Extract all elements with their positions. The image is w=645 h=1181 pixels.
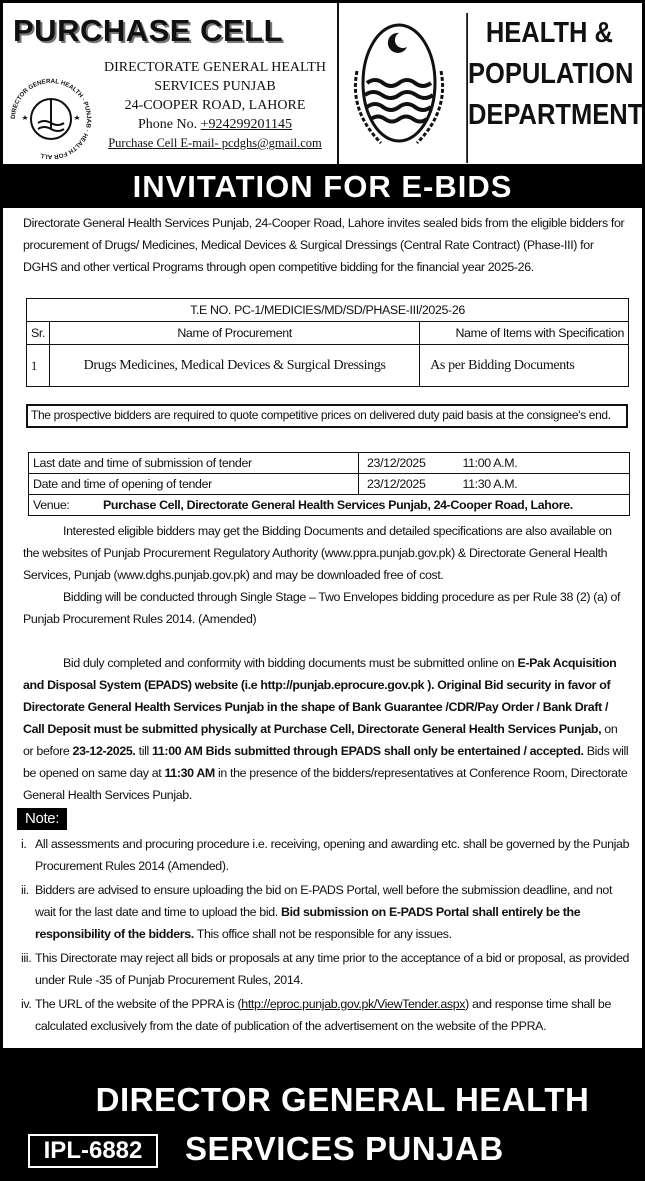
- list-item: [21, 947, 631, 991]
- advertisement-body: [3, 208, 642, 1048]
- text-segment: in the presence of the bidders/representatives at Conference Room, Directorate General Health Services Punjab.: [23, 766, 628, 802]
- item-text: This office shall not be responsible for any issues.: [193, 927, 452, 941]
- date-label: Last date and time of submission of tender: [29, 453, 359, 474]
- col-header-procurement: Name of Procurement: [50, 322, 420, 345]
- col-header-sr: Sr.: [27, 322, 50, 345]
- org-name-line2: SERVICES PUNJAB: [154, 79, 276, 94]
- text-segment: on or before: [23, 722, 618, 758]
- venue-row: [29, 495, 630, 516]
- cell-procurement: Drugs Medicines, Medical Devices & Surgical Dressings: [50, 345, 420, 387]
- text-segment: 11:00 AM Bids submitted through EPADS shall only be entertained / accepted.: [152, 744, 584, 758]
- dept-line2: POPULATION: [467, 58, 634, 90]
- table-row: [29, 453, 630, 474]
- purchase-cell-block: [3, 3, 339, 164]
- col-header-items: Name of Items with Specification: [420, 322, 629, 345]
- item-text-bold: Bid submission on E-PADS Portal shall entirely be the responsibility of the bidders.: [35, 905, 581, 941]
- footer-line2: SERVICES PUNJAB: [185, 1130, 504, 1167]
- item-text: This Directorate may reject all bids or proposals at any time prior to the acceptance of a bid or proposal, as provided under Rule -35 of Punjab Procurement Rules, 2014.: [35, 951, 630, 987]
- phone-line: [95, 115, 335, 134]
- dg-health-emblem-icon: [7, 75, 95, 161]
- address-block: [95, 58, 335, 153]
- table-row: [27, 345, 629, 387]
- item-number: iii.: [21, 951, 32, 965]
- list-item: [21, 879, 631, 945]
- cell-sr: 1: [27, 345, 50, 387]
- item-number: ii.: [21, 883, 29, 897]
- list-item: [21, 833, 631, 877]
- text-segment: Bids will be opened on same day at: [23, 744, 629, 780]
- item-text: The URL of the website of the PPRA is (: [35, 997, 242, 1011]
- text-segment: 23-12-2025.: [72, 744, 136, 758]
- intro-paragraph: Directorate General Health Services Punjab, 24-Cooper Road, Lahore invites sealed bids from the eligible bidders for procurement of Drugs/ Medicines, Medical Devices & Surgical Dressings (Central Rate Contract) (Phase-III) for DGHS and other vertical Programs through open competitive bidding for the financial year 2025-26.: [23, 216, 625, 274]
- dept-line1: HEALTH &: [485, 17, 613, 49]
- text-segment: Bid duly completed and conformity with bidding documents must be submitted online on: [63, 656, 518, 670]
- date-label: Date and time of opening of tender: [29, 474, 359, 495]
- phone-number: +924299201145: [200, 117, 292, 132]
- dept-line3: DEPARTMENT: [467, 99, 644, 131]
- ipl-number: IPL-6882: [28, 1134, 158, 1168]
- phone-label: Phone No.: [137, 117, 201, 132]
- cell-items: As per Bidding Documents: [420, 345, 629, 387]
- email: Purchase Cell E-mail- pcdghs@gmail.com: [108, 136, 322, 150]
- footer-line1: DIRECTOR GENERAL HEALTH: [95, 1081, 590, 1118]
- address: 24-COOPER ROAD, LAHORE: [124, 98, 306, 113]
- ppra-url-link[interactable]: http://eproc.punjab.gov.pk/ViewTender.aspx: [241, 997, 466, 1011]
- venue-value: Purchase Cell, Directorate General Health Services Punjab, 24-Cooper Road, Lahore.: [103, 497, 573, 512]
- page-title: INVITATION FOR E-BIDS: [132, 169, 513, 204]
- time-value: 11:30 A.M.: [459, 474, 630, 495]
- notes-list: [21, 833, 631, 1039]
- date-value: 23/12/2025: [359, 474, 459, 495]
- paragraph-documents: Interested eligible bidders may get the Bidding Documents and detailed specifications are also available on the websites of Punjab Procurement Regulatory Authority (www.ppra.punjab.gov.pk) & Directorate General Health Services, Punjab (www.dghs.punjab.gov.pk) and may be downloaded free of cost.: [23, 524, 612, 582]
- paragraph-procedure: Bidding will be conducted through Single Stage – Two Envelopes bidding procedure as per Rule 38 (2) (a) of Punjab Procurement Rules 2014. (Amended): [23, 590, 621, 626]
- item-number: i.: [21, 837, 27, 851]
- paragraph-submission: [23, 652, 629, 806]
- price-note: The prospective bidders are required to quote competitive prices on delivered duty paid basis at the consignee's end.: [26, 404, 628, 428]
- header: [3, 3, 642, 164]
- venue-label: Venue:: [33, 497, 70, 512]
- department-name: [466, 13, 644, 163]
- text-segment: till: [135, 744, 153, 758]
- item-number: iv.: [21, 997, 32, 1011]
- org-name-line1: DIRECTORATE GENERAL HEALTH: [104, 60, 326, 75]
- dates-table: [28, 452, 630, 516]
- dg-emblem-text-path: DIRECTOR GENERAL HEALTH · PUNJAB · HEALTH FOR ALL: [9, 77, 93, 161]
- list-item: [21, 993, 631, 1037]
- text-segment: 11:30 AM: [164, 766, 215, 780]
- date-value: 23/12/2025: [359, 453, 459, 474]
- time-value: 11:00 A.M.: [459, 453, 630, 474]
- item-text: All assessments and procuring procedure i.e. receiving, opening and awarding etc. shall be governed by the Punjab Procurement Rules 2014 (Amended).: [35, 837, 630, 873]
- item-text: ) and response time shall be calculated exclusively from the date of publication of the advertisement on the website of the PPRA.: [35, 997, 612, 1033]
- punjab-government-emblem-icon: [343, 11, 455, 161]
- purchase-cell-title: PURCHASE CELL: [13, 13, 284, 48]
- text-segment: E-Pak Acquisition and Disposal System (EPADS) website (i.e http://punjab.eprocure.gov.pk ). Original Bid security in favor of Directorate General Health Services Punjab in the shape of Bank Guarantee /CDR/Pay Order / Bank Draft / Call Deposit must be submitted physically at Purchase Cell, Directorate General Health Services Punjab,: [23, 656, 617, 736]
- table-row: [29, 474, 630, 495]
- tender-ref: T.E NO. PC-1/MEDICIES/MD/SD/PHASE-III/2025-26: [27, 299, 629, 322]
- note-label: Note:: [17, 808, 67, 830]
- item-text: Bidders are advised to ensure uploading the bid on E-PADS Portal, well before the submission deadline, and not wait for the last date and time to upload the bid.: [35, 883, 613, 919]
- tender-table: [26, 298, 629, 387]
